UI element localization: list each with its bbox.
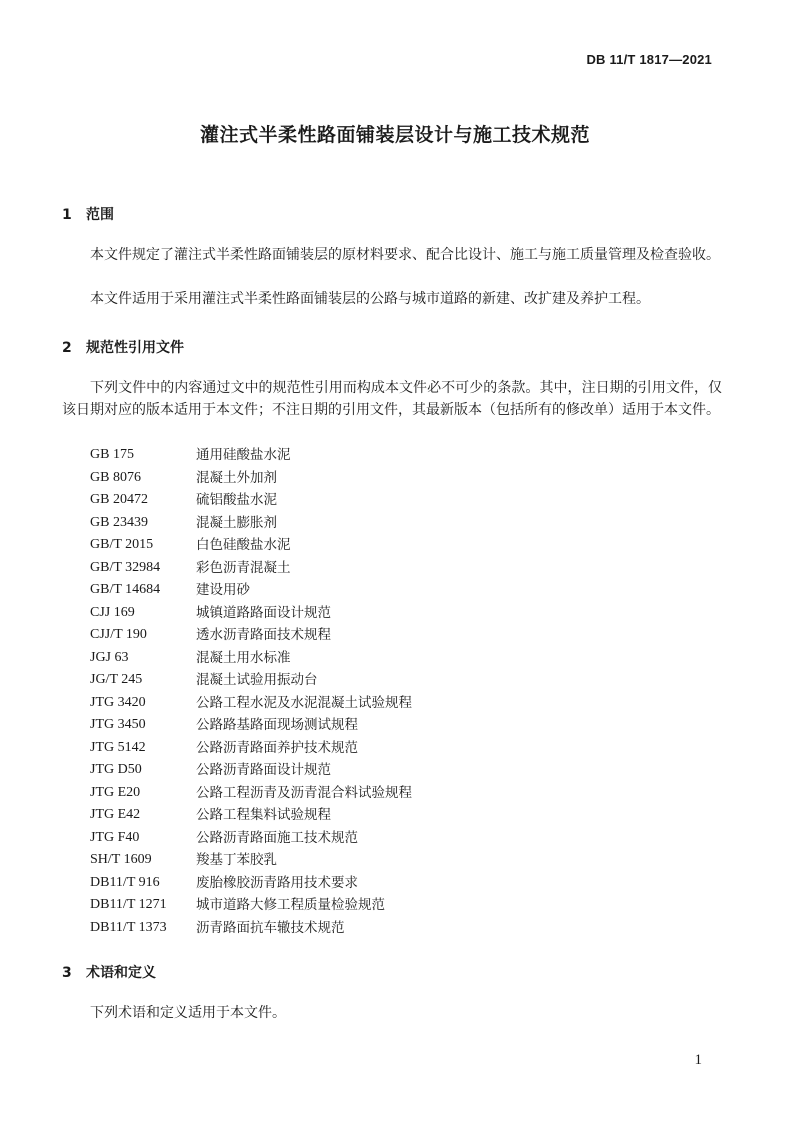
reference-code: JTG E42 — [90, 807, 141, 822]
paragraph: 下列术语和定义适用于本文件。 — [90, 1005, 286, 1021]
list-item — [90, 714, 412, 737]
page-number: 1 — [694, 1052, 702, 1068]
list-item — [90, 512, 412, 535]
reference-code: GB/T 14684 — [90, 582, 161, 597]
reference-name: 彩色沥青混凝土 — [196, 559, 291, 576]
reference-code: GB 23439 — [90, 514, 148, 530]
paragraph: 本文件规定了灌注式半柔性路面铺装层的原材料要求、配合比设计、施工与施工质量管理及检查验收。 — [90, 247, 720, 263]
section-title: 术语和定义 — [86, 965, 156, 981]
list-item — [90, 692, 412, 715]
reference-code: JTG F40 — [90, 829, 140, 845]
reference-name: 废胎橡胶沥青路用技术要求 — [196, 874, 358, 891]
reference-name: 硫铝酸盐水泥 — [196, 492, 277, 508]
list-item — [90, 759, 412, 782]
list-item — [90, 849, 412, 872]
list-item — [90, 669, 412, 692]
section-heading-terms-definitions — [62, 962, 156, 982]
section-number: 1 — [62, 207, 72, 223]
reference-name: 公路路基路面现场测试规程 — [196, 717, 358, 733]
reference-name: 混凝土试验用振动台 — [196, 672, 318, 688]
reference-code: DB11/T 916 — [90, 874, 160, 890]
section-title: 规范性引用文件 — [86, 340, 184, 356]
list-item — [90, 917, 412, 940]
paragraph: 下列文件中的内容通过文中的规范性引用而构成本文件必不可少的条款。其中，注日期的引用文件，仅该日期对应的版本适用于本文件；不注日期的引用文件，其最新版本（包括所有的修改单）适用于本文件。 — [62, 380, 722, 418]
list-item — [90, 782, 412, 805]
reference-name: 城市道路大修工程质量检验规范 — [196, 897, 385, 913]
reference-code: JTG D50 — [90, 762, 142, 777]
document-title: 灌注式半柔性路面铺装层设计与施工技术规范 — [199, 124, 590, 146]
section-heading-scope — [62, 204, 114, 224]
reference-code: CJJ/T 190 — [90, 627, 147, 642]
reference-code: DB11/T 1271 — [90, 897, 167, 912]
reference-code: GB 20472 — [90, 492, 148, 507]
reference-name: 羧基丁苯胶乳 — [196, 852, 277, 868]
reference-name: 通用硅酸盐水泥 — [196, 447, 291, 463]
reference-code: DB11/T 1373 — [90, 919, 167, 935]
list-item — [90, 827, 412, 850]
reference-code: CJJ 169 — [90, 604, 135, 620]
reference-name: 城镇道路路面设计规范 — [196, 604, 331, 621]
list-item — [90, 489, 412, 512]
paragraph: 本文件适用于采用灌注式半柔性路面铺装层的公路与城市道路的新建、改扩建及养护工程。 — [90, 291, 650, 307]
document-code: DB 11/T 1817—2021 — [586, 52, 712, 67]
reference-name: 建设用砂 — [196, 582, 250, 598]
section-heading-normative-references — [62, 337, 184, 357]
reference-name: 公路工程沥青及沥青混合料试验规程 — [196, 784, 412, 801]
list-item — [90, 557, 412, 580]
list-item — [90, 737, 412, 760]
reference-name: 混凝土膨胀剂 — [196, 514, 277, 531]
section-number: 2 — [62, 340, 72, 356]
reference-code: JGJ 63 — [90, 649, 129, 665]
reference-code: GB 8076 — [90, 469, 141, 485]
reference-name: 混凝土外加剂 — [196, 469, 277, 486]
list-item — [90, 624, 412, 647]
section-title: 范围 — [86, 207, 114, 223]
list-item — [90, 804, 412, 827]
list-item — [90, 647, 412, 670]
list-item — [90, 894, 412, 917]
reference-name: 公路沥青路面设计规范 — [196, 762, 331, 778]
reference-code: SH/T 1609 — [90, 852, 152, 867]
reference-list — [90, 444, 412, 939]
reference-name: 混凝土用水标准 — [196, 649, 291, 666]
list-item — [90, 872, 412, 895]
reference-name: 沥青路面抗车辙技术规范 — [196, 919, 345, 936]
reference-code: JTG E20 — [90, 784, 141, 800]
reference-code: JTG 3420 — [90, 694, 146, 710]
reference-code: JG/T 245 — [90, 672, 143, 687]
reference-code: JTG 3450 — [90, 717, 146, 732]
reference-name: 公路工程水泥及水泥混凝土试验规程 — [196, 694, 412, 711]
list-item — [90, 444, 412, 467]
reference-code: GB/T 32984 — [90, 559, 161, 575]
list-item — [90, 602, 412, 625]
reference-name: 白色硅酸盐水泥 — [196, 537, 291, 553]
reference-code: GB 175 — [90, 447, 134, 462]
reference-code: JTG 5142 — [90, 739, 146, 755]
reference-name: 公路工程集料试验规程 — [196, 807, 331, 823]
reference-code: GB/T 2015 — [90, 537, 154, 552]
reference-name: 公路沥青路面施工技术规范 — [196, 829, 358, 846]
list-item — [90, 534, 412, 557]
reference-name: 透水沥青路面技术规程 — [196, 627, 331, 643]
list-item — [90, 467, 412, 490]
list-item — [90, 579, 412, 602]
reference-name: 公路沥青路面养护技术规范 — [196, 739, 358, 756]
section-number: 3 — [62, 965, 72, 981]
